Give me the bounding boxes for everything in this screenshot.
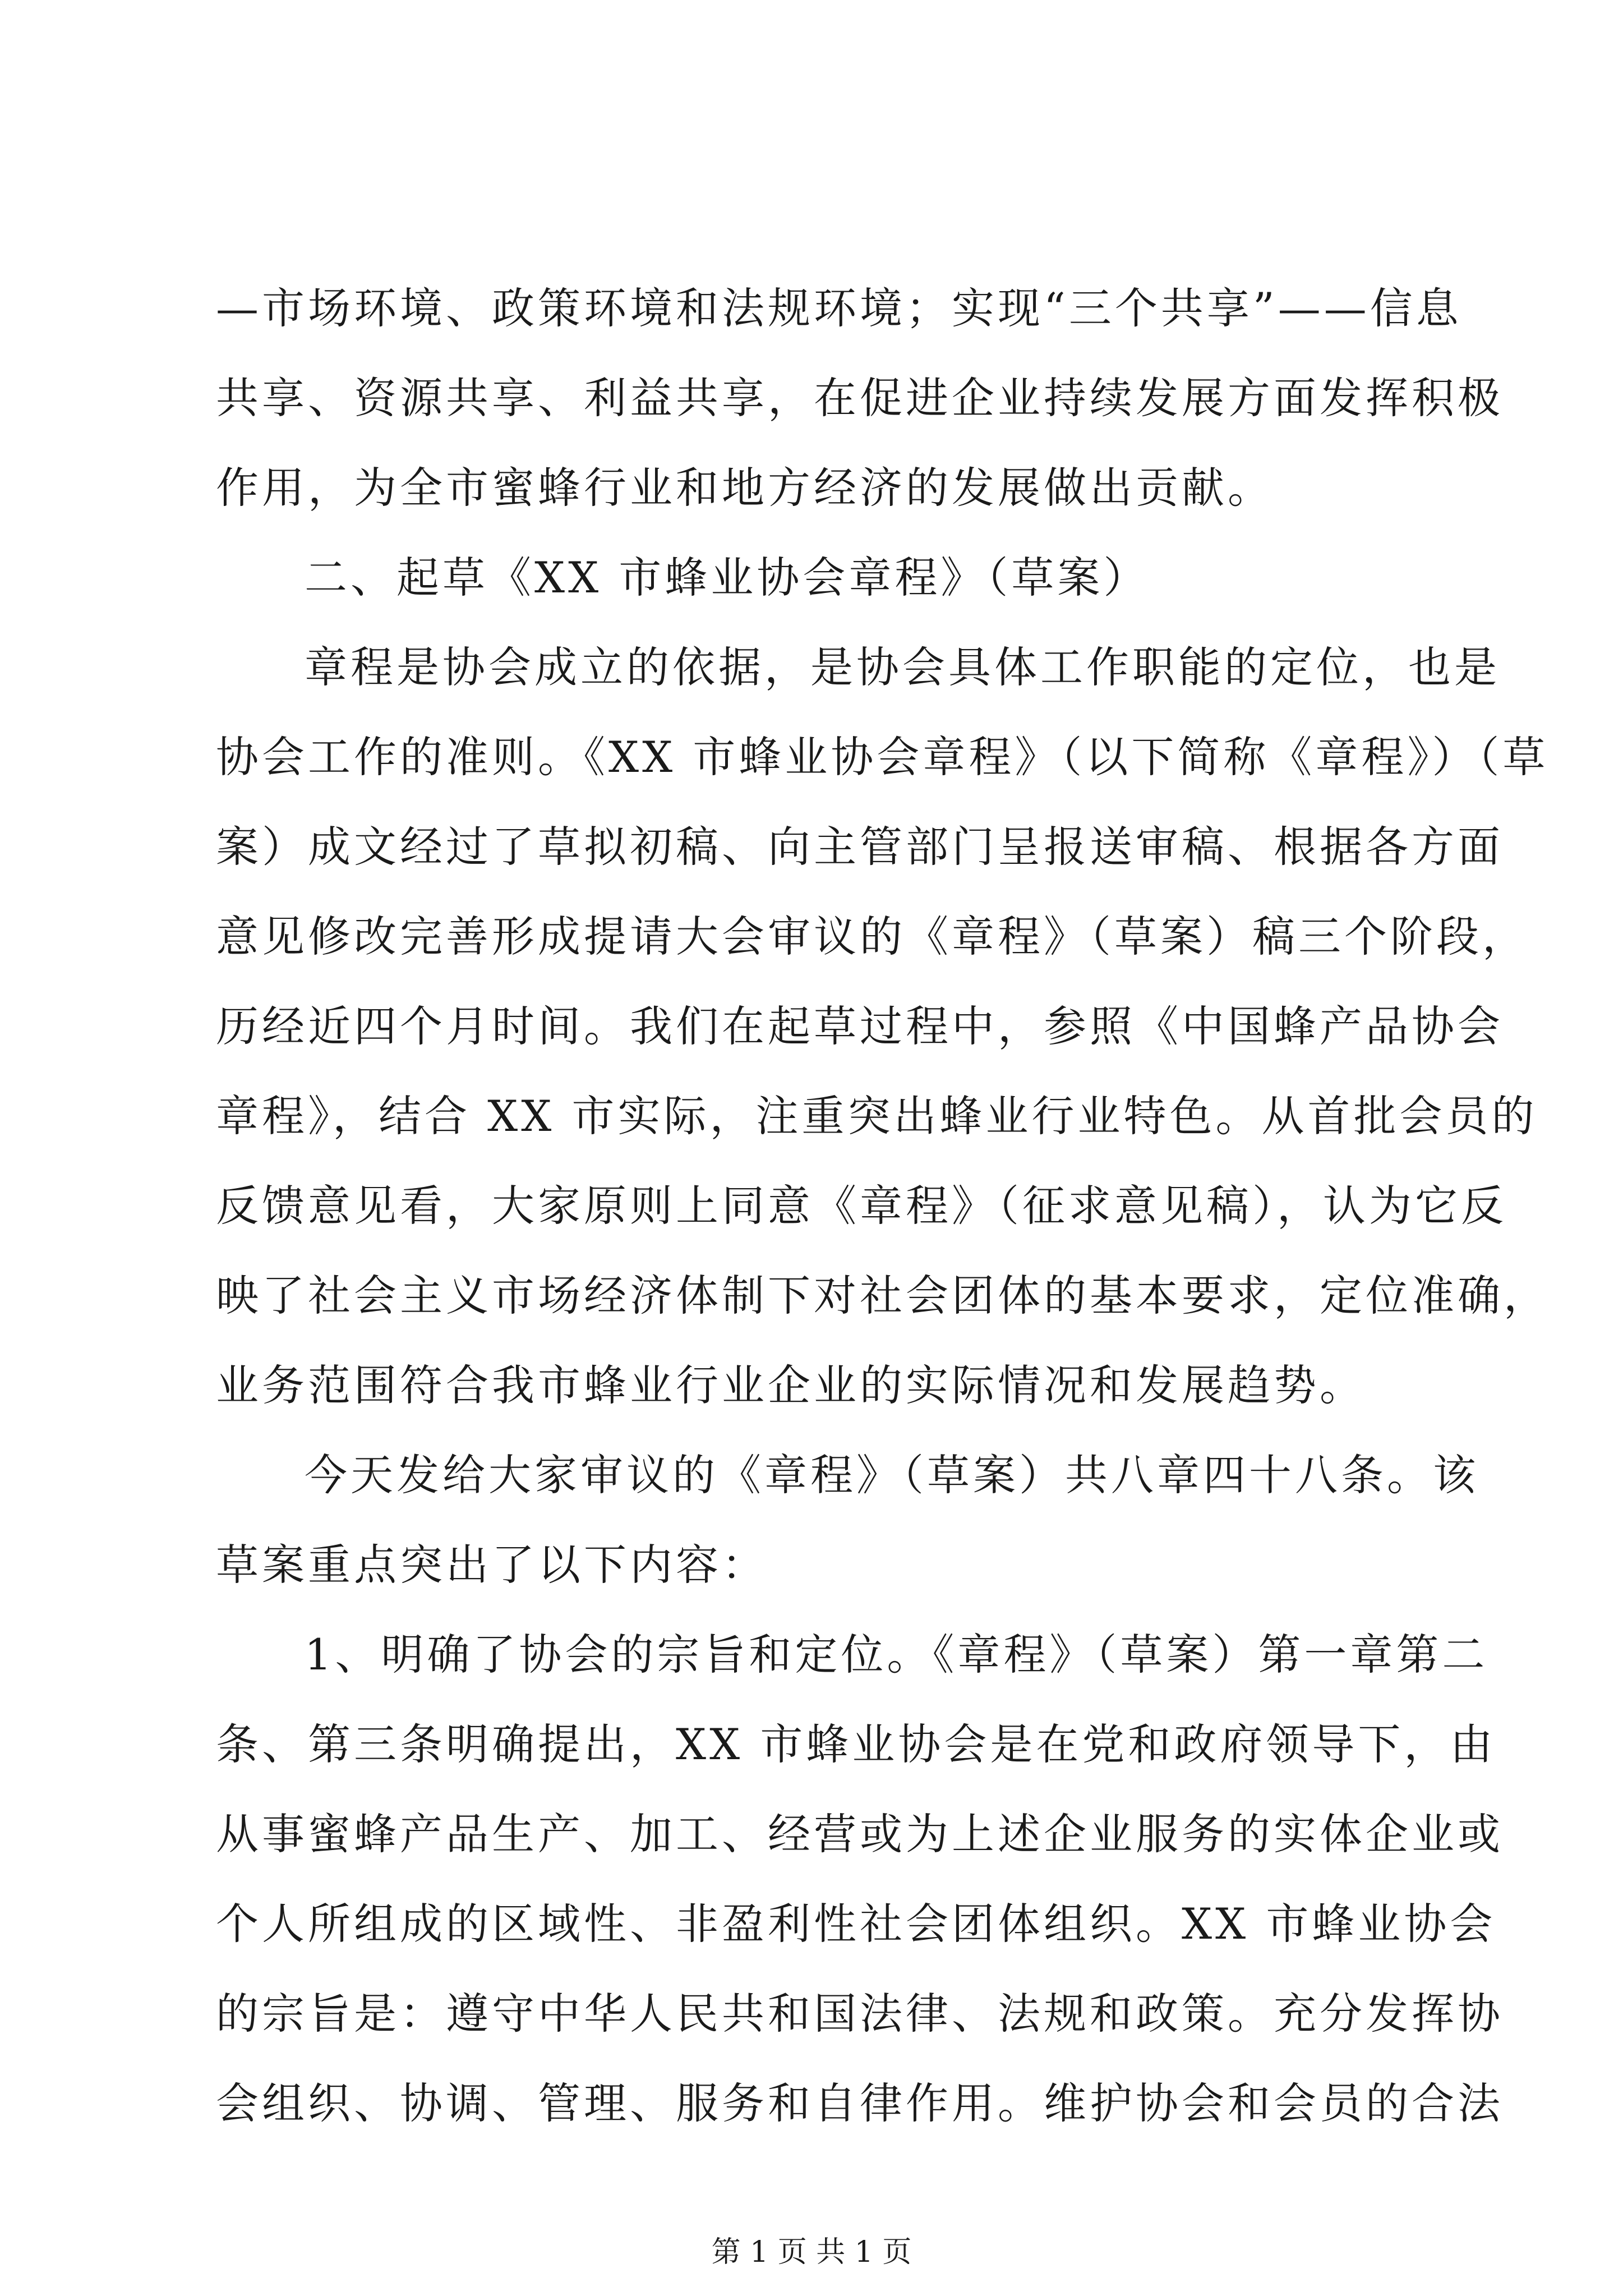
paragraph-line: 共享、资源共享、利益共享，在促进企业持续发展方面发挥积极 <box>216 373 1504 423</box>
paragraph-line: 1、明确了协会的宗旨和定位。《章程》（草案）第一章第二 <box>305 1630 1488 1680</box>
paragraph-line: 意见修改完善形成提请大会审议的《章程》（草案）稿三个阶段， <box>216 912 1528 961</box>
paragraph-line: 映了社会主义市场经济体制下对社会团体的基本要求，定位准确， <box>216 1271 1550 1320</box>
page-footer: 第 1 页 共 1 页 <box>711 2235 912 2269</box>
paragraph-line: 今天发给大家审议的《章程》（草案）共八章四十八条。该 <box>305 1450 1479 1500</box>
paragraph-line: 从事蜜蜂产品生产、加工、经营或为上述企业服务的实体企业或 <box>216 1809 1504 1859</box>
paragraph-line: 协会工作的准则。《XX 市蜂业协会章程》（以下简称《章程》）（草 <box>216 732 1549 782</box>
paragraph-line: 反馈意见看，大家原则上同意《章程》（征求意见稿），认为它反 <box>216 1181 1507 1231</box>
paragraph-line: 历经近四个月时间。我们在起草过程中，参照《中国蜂产品协会 <box>216 1001 1504 1051</box>
paragraph-line: —市场环境、政策环境和法规环境；实现“三个共享”——信息 <box>216 283 1462 333</box>
paragraph-line: 章程是协会成立的依据，是协会具体工作职能的定位，也是 <box>305 642 1500 692</box>
paragraph-line: 条、第三条明确提出，XX 市蜂业协会是在党和政府领导下，由 <box>216 1719 1496 1769</box>
paragraph-line: 作用，为全市蜜蜂行业和地方经济的发展做出贡献。 <box>216 463 1274 513</box>
paragraph-line: 会组织、协调、管理、服务和自律作用。维护协会和会员的合法 <box>216 2078 1504 2128</box>
paragraph-line: 业务范围符合我市蜂业行业企业的实际情况和发展趋势。 <box>216 1360 1366 1410</box>
paragraph-line: 草案重点突出了以下内容： <box>216 1540 768 1590</box>
section-heading: 二、起草《XX 市蜂业协会章程》（草案） <box>305 553 1150 602</box>
paragraph-line: 的宗旨是：遵守中华人民共和国法律、法规和政策。充分发挥协 <box>216 1989 1504 2039</box>
paragraph-line: 案）成文经过了草拟初稿、向主管部门呈报送审稿、根据各方面 <box>216 822 1504 872</box>
paragraph-line: 章程》，结合 XX 市实际，注重突出蜂业行业特色。从首批会员的 <box>216 1091 1538 1141</box>
paragraph-line: 个人所组成的区域性、非盈利性社会团体组织。XX 市蜂业协会 <box>216 1899 1496 1949</box>
